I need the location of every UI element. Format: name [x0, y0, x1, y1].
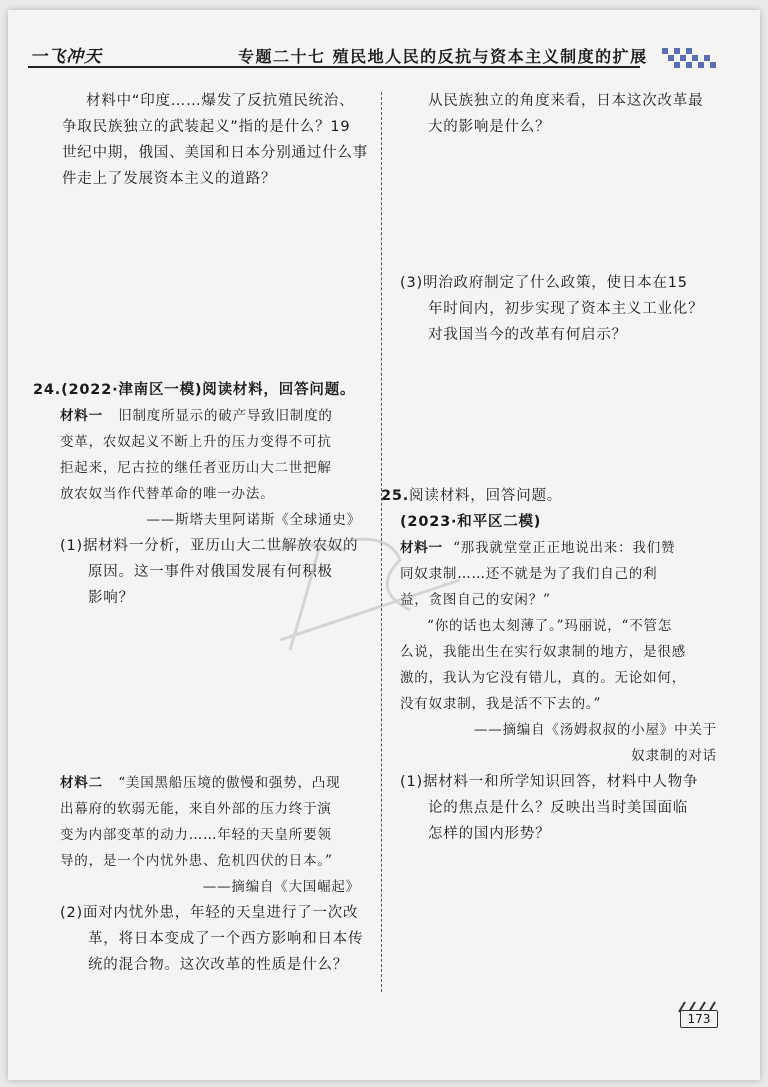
page-number: 173: [680, 1010, 718, 1028]
material-source: 奴隶制的对话: [631, 748, 717, 764]
text-line: 争取民族独立的武装起义”指的是什么？19: [62, 119, 351, 135]
material-line: [60, 403, 373, 429]
brand-logo: 一飞冲天: [30, 47, 102, 67]
text-line: (1)据材料一和所学知识回答，材料中人物争: [400, 774, 699, 790]
material-line: 激的，我认为它没有错儿，真的。无论如何，: [400, 670, 686, 686]
material-label: 材料一: [400, 540, 443, 556]
material-line: “你的话也太刻薄了。”玛丽说，“不管怎: [427, 618, 673, 634]
question-source: (2022·津南区一模)阅读材料，回答问题。: [61, 382, 356, 398]
material-line: 同奴隶制……还不就是为了我们自己的利: [400, 566, 658, 582]
sub-question-1: [381, 769, 721, 847]
material-line: 没有奴隶制，我是活不下去的。”: [400, 696, 602, 712]
material-source: ——摘编自《汤姆叔叔的小屋》中关于: [473, 722, 717, 738]
material-line: 拒起来，尼古拉的继任者亚历山大二世把解: [60, 460, 332, 476]
question-number: 25.: [381, 488, 410, 504]
material-line: 变革，农奴起义不断上升的压力变得不可抗: [60, 434, 332, 450]
material-label: 材料二: [60, 775, 103, 791]
text-line: 从民族独立的角度来看，日本这次改革最: [428, 93, 704, 109]
text-line: 件走上了发展资本主义的道路？: [62, 171, 277, 187]
header-decoration-icon: [660, 46, 720, 72]
material-text: “那我就堂堂正正地说出来：我们赞: [453, 540, 676, 556]
text-line: (3)明治政府制定了什么政策，使日本在15: [400, 275, 688, 291]
material-text: 旧制度所显示的破产导致旧制度的: [118, 408, 333, 424]
text-line: 大的影响是什么？: [428, 119, 551, 135]
text-line: 年时间内，初步实现了资本主义工业化？: [428, 301, 704, 317]
material-line: 么说，我能出生在实行奴隶制的地方，是很感: [400, 644, 686, 660]
material-line: 益，贪图自己的安闲？”: [400, 592, 551, 608]
question-number: 24.: [33, 382, 62, 398]
text-line: 论的焦点是什么？反映出当时美国面临: [428, 800, 689, 816]
question-continued-right: [428, 88, 728, 140]
material-line: 出幕府的软弱无能，来自外部的压力终于演: [60, 801, 332, 817]
material-2: [60, 770, 372, 978]
material-line: [60, 770, 372, 796]
text-line: 对我国当今的改革有何启示？: [428, 327, 627, 343]
text-line: 革，将日本变成了一个西方影响和日本传: [88, 931, 364, 947]
sub-question-3: [400, 270, 720, 348]
question-instruction: 阅读材料，回答问题。: [409, 488, 563, 504]
text-line: (1)据材料一分析，亚历山大二世解放农奴的: [60, 538, 359, 554]
material-source: ——摘编自《大国崛起》: [202, 879, 360, 895]
material-line: 放农奴当作代替革命的唯一办法。: [60, 486, 275, 502]
material-line: 变为内部变革的动力……年轻的天皇所要领: [60, 827, 332, 843]
material-1: [33, 403, 373, 533]
text-line: 怎样的国内形势？: [428, 826, 551, 842]
text-line: 原因。这一事件对俄国发展有何积极: [88, 564, 333, 580]
material-label: 材料一: [60, 408, 103, 424]
text-line: (2)面对内忧外患，年轻的天皇进行了一次改: [60, 905, 359, 921]
header-rule: [28, 66, 640, 68]
text-line: 材料中“印度……爆发了反抗殖民统治、: [86, 93, 355, 109]
text-line: 世纪中期，俄国、美国和日本分别通过什么事: [62, 145, 368, 161]
watermark-logo-icon: [250, 520, 480, 670]
text-line: 统的混合物。这次改革的性质是什么？: [88, 957, 349, 973]
question-source: (2023·和平区二模): [400, 514, 542, 530]
material-text: “美国黑船压境的傲慢和强势，凸现: [118, 775, 341, 791]
question-heading: [381, 483, 721, 509]
question-heading: [33, 377, 373, 403]
text-line: 影响？: [88, 590, 134, 606]
material-line: 导的，是一个内忧外患、危机四伏的日本。”: [60, 853, 333, 869]
question-continued-left: [62, 88, 372, 192]
chapter-title: 专题二十七 殖民地人民的反抗与资本主义制度的扩展: [238, 47, 648, 66]
material-source: ——斯塔夫里阿诺斯《全球通史》: [146, 512, 361, 528]
